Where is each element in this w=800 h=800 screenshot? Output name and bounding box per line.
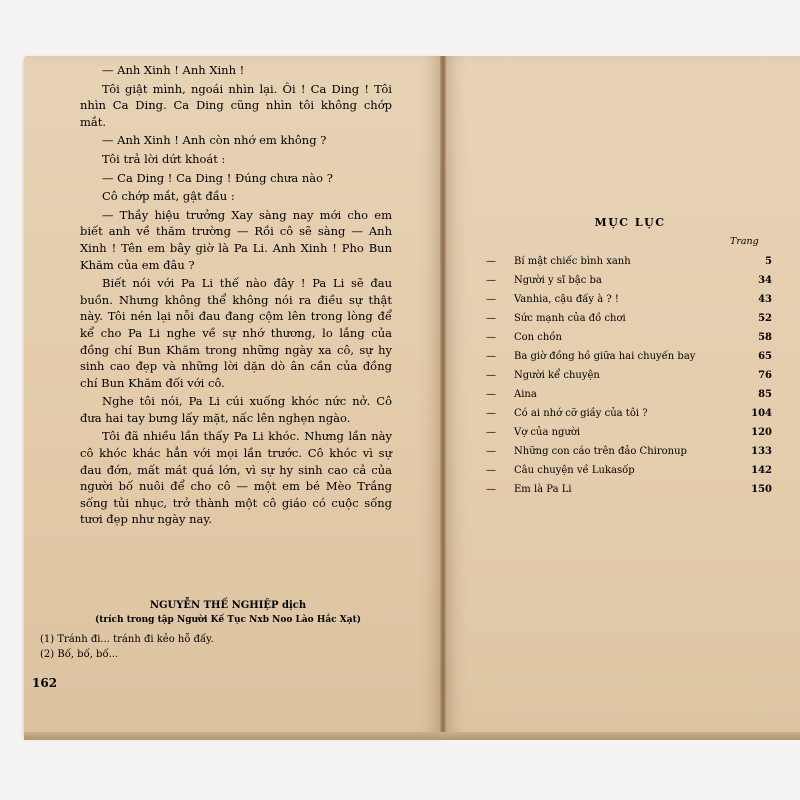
toc-entry-page: 43 — [758, 294, 772, 305]
toc-dash: — — [486, 408, 496, 419]
footnotes — [40, 632, 380, 662]
paragraph: — Anh Xinh ! Anh Xinh ! — [102, 63, 245, 77]
toc-entry-title: Vợ của người — [514, 427, 581, 438]
toc-dash: — — [486, 332, 496, 343]
toc-entry-title: Những con cáo trên đảo Chironup — [514, 446, 687, 457]
paragraph: Nghe tôi nói, Pa Li cúi xuống khóc nức nở. Cô đưa hai tay bưng lấy mặt, nấc lên nghẹn ngào. — [80, 394, 392, 425]
toc-dash: — — [486, 313, 496, 324]
footnote: (1) Tránh đi... tránh đi kẻo hỗ đấy. — [40, 634, 214, 645]
paragraph: — Ca Ding ! Ca Ding ! Đúng chưa nào ? — [102, 170, 333, 185]
page-number: 162 — [32, 676, 58, 690]
toc-entry-page: 76 — [758, 370, 772, 381]
toc-entry-page: 133 — [751, 446, 772, 457]
toc-dash: — — [486, 389, 496, 400]
toc-entry-title: Người y sĩ bậc ba — [514, 275, 602, 286]
toc-dash: — — [486, 256, 496, 267]
book-gutter — [440, 56, 446, 736]
toc-dash: — — [486, 275, 496, 286]
toc-entry-title: Sức mạnh của đồ chơi — [514, 313, 626, 324]
toc-entry — [486, 309, 786, 328]
toc-entry — [486, 480, 786, 499]
toc-dash: — — [486, 370, 496, 381]
footnote: (2) Bố, bố, bố... — [40, 649, 119, 660]
toc-dash: — — [486, 446, 496, 457]
translator-name: NGUYỄN THẾ NGHIỆP dịch — [149, 600, 307, 611]
toc-entry-title: Vanhia, cậu đấy à ? ! — [514, 294, 619, 305]
paragraph: Tôi trả lời dứt khoát : — [102, 151, 226, 166]
toc-dash: — — [486, 427, 496, 438]
paragraph: Tôi đã nhiều lần thấy Pa Li khóc. Nhưng lần này cô khóc khác hẳn với mọi lần trước. Cô khóc vì sự đau đớn, mất mát quá lớn, vì sự hy sinh cao cả của người bố nuôi để cho cô — một em bé Mèo Trắng sống tủi nhục, trở thành một cô giáo có cuộc sống tươi đẹp như ngày nay. — [80, 429, 392, 527]
toc-entry-page: 52 — [758, 313, 772, 324]
toc-entry-title: Con chồn — [514, 332, 562, 343]
toc-entry-title: Ba giờ đồng hồ giữa hai chuyến bay — [514, 351, 696, 362]
toc-entry — [486, 271, 786, 290]
toc-entry — [486, 423, 786, 442]
toc-entry — [486, 385, 786, 404]
paragraph: Cô chớp mắt, gật đầu : — [102, 189, 235, 204]
toc-entry — [486, 461, 786, 480]
paragraph: — Thầy hiệu trưởng Xay sàng nay mới cho em biết anh về thăm trường — Rồi cô sẽ sàng — Anh Xinh ! Tên em bây giờ là Pa Li. Anh Xinh ! Pho Bun Khăm của em đâu ? — [80, 207, 392, 272]
toc-page-header: Trang — [730, 236, 759, 247]
toc-entry — [486, 252, 786, 271]
toc-entry-page: 58 — [758, 332, 772, 343]
toc-entry-page: 142 — [751, 465, 772, 476]
toc-entry-title: Em là Pa Li — [514, 484, 572, 495]
paragraph: Biết nói với Pa Li thế nào đây ! Pa Li sẽ đau buồn. Nhưng không thể không nói ra điều sự thật này. Tôi nén lại nỗi đau đang cộm lên trong lòng để kể cho Pa Li nghe về sự nhớ thương, lo lắng của đồng chí Bun Khăm trong những ngày xa cô, sự hy sinh cao đẹp và những lời dặn dò ân cần của đồng chí Bun Khăm đối với cô. — [80, 276, 392, 390]
toc-entry-page: 85 — [758, 389, 772, 400]
paragraph: Tôi giật mình, ngoái nhìn lại. Ôi ! Ca Ding ! Tôi nhìn Ca Ding. Ca Ding cũng nhìn tôi không chớp mắt. — [80, 81, 392, 129]
toc-entry — [486, 290, 786, 309]
toc-title: MỤC LỤC — [594, 216, 666, 229]
credit-source: (trích trong tập Người Kế Tục Nxb Noo Lào Hắc Xạt) — [94, 615, 362, 625]
toc-entry-title: Người kể chuyện — [514, 370, 600, 381]
page-edge — [24, 732, 800, 740]
toc-entry — [486, 404, 786, 423]
toc-entry-page: 120 — [751, 427, 772, 438]
toc-entry — [486, 347, 786, 366]
story-text — [80, 62, 392, 528]
paragraph: — Anh Xinh ! Anh còn nhớ em không ? — [102, 133, 327, 148]
toc-entry-page: 5 — [765, 256, 772, 267]
toc-entry-page: 34 — [758, 275, 772, 286]
toc-entry-title: Có ai nhớ cỡ giầy của tôi ? — [514, 408, 648, 419]
toc-dash: — — [486, 484, 496, 495]
toc-entry-title: Aina — [514, 389, 537, 400]
toc-entry-page: 104 — [751, 408, 772, 419]
toc-entry — [486, 442, 786, 461]
toc-dash: — — [486, 351, 496, 362]
toc-entry — [486, 366, 786, 385]
toc-dash: — — [486, 465, 496, 476]
table-of-contents — [486, 252, 786, 499]
toc-entry-title: Câu chuyện về Lukasốp — [514, 465, 635, 476]
toc-entry-page: 150 — [751, 484, 772, 495]
toc-entry — [486, 328, 786, 347]
toc-entry-page: 65 — [758, 351, 772, 362]
toc-dash: — — [486, 294, 496, 305]
translator-credit — [58, 598, 398, 628]
toc-entry-title: Bí mật chiếc bình xanh — [514, 256, 631, 267]
